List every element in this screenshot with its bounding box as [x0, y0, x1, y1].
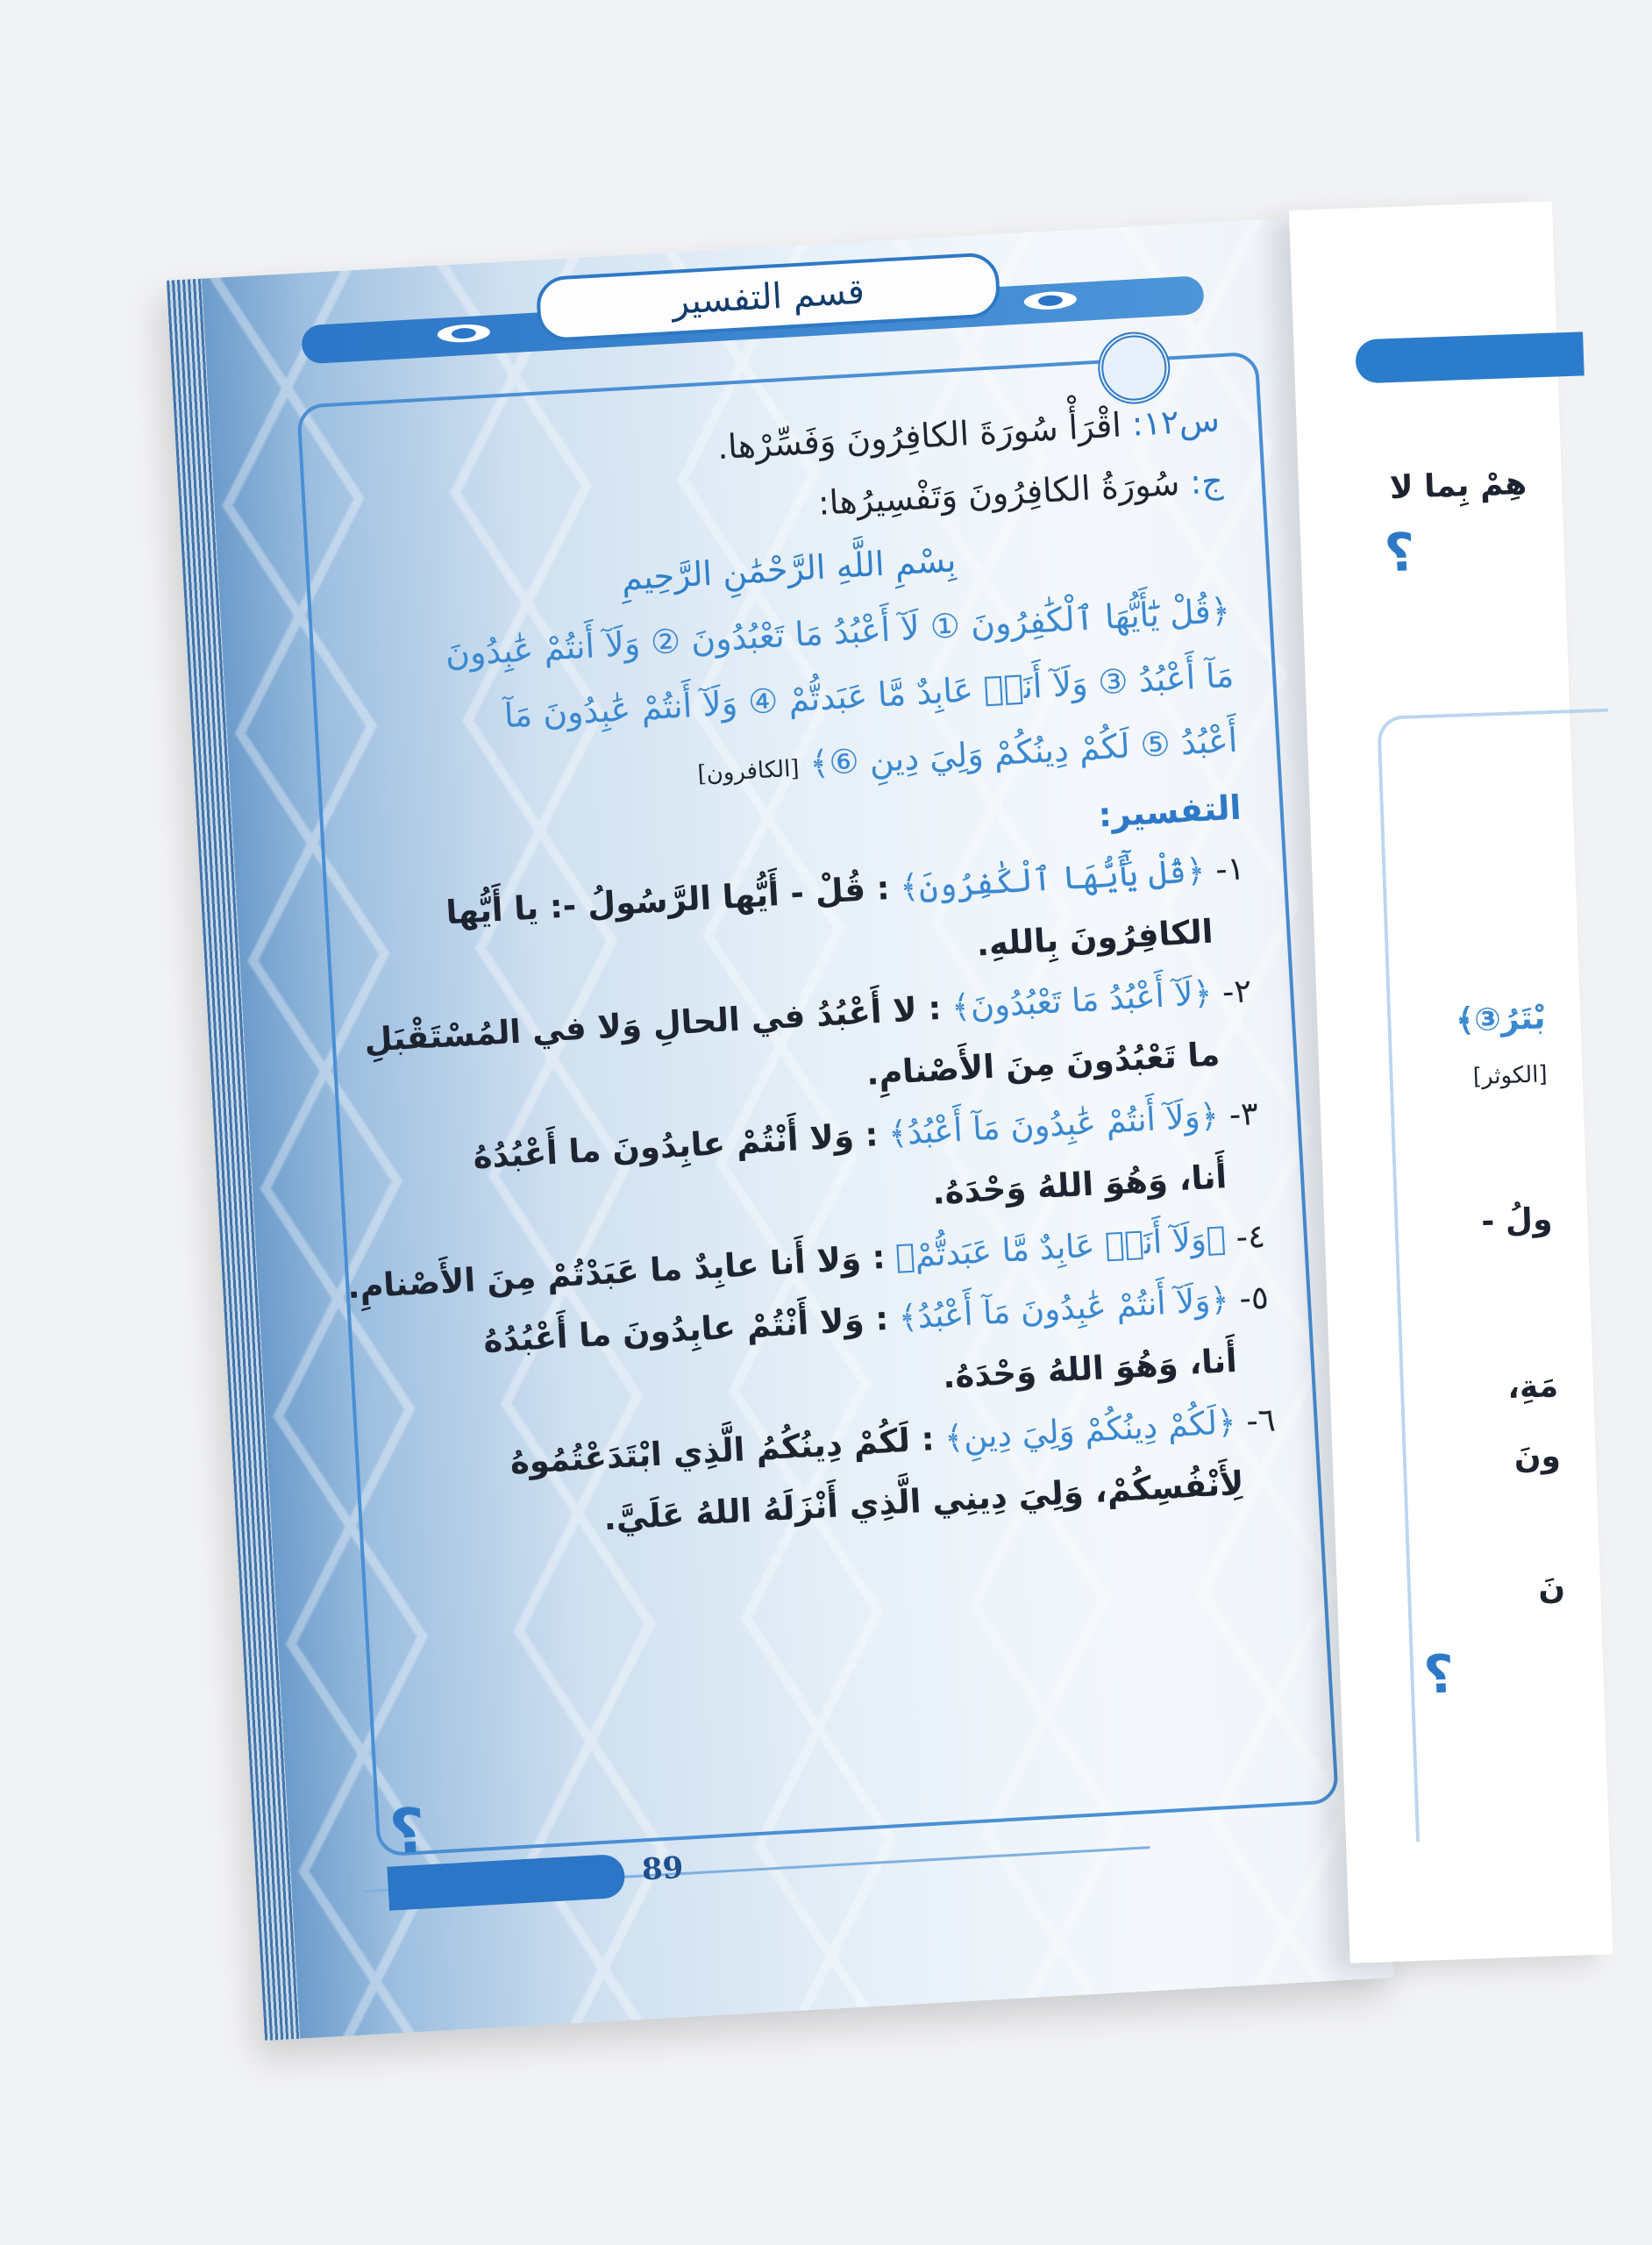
item-continuation: أَنا، وَهُوَ اللهُ وَحْدَهُ.	[931, 1158, 1228, 1212]
question-mark-icon: ؟	[387, 1794, 428, 1869]
right-question-mark-icon: ؟	[1422, 1643, 1456, 1707]
ornament-left-icon	[432, 318, 495, 348]
item-continuation: أَنا، وَهُوَ اللهُ وَحْدَهُ.	[941, 1341, 1238, 1396]
right-text-line: مَةِ،	[1506, 1368, 1559, 1407]
surah-reference: [الكافرون]	[696, 755, 801, 788]
item-number: ٢-	[1221, 972, 1253, 1012]
item-explanation: : قُلْ - أَيُّها الرَّسُولُ -: يا أَيُّها	[445, 869, 891, 932]
answer-text: سُورَةُ الكافِرُونَ وَتَفْسِيرُها:	[816, 463, 1181, 523]
right-text-line: ونَ	[1513, 1438, 1562, 1476]
right-text-line: نَ	[1537, 1569, 1566, 1607]
verse-line-1: ﴿قُلْ يَٰٓأَيُّهَا ٱلْكَٰفِرُونَ ① لَآ أَعْبُدُ مَا تَعْبُدُونَ ② وَلَآ أَنتُمْ عَٰبِدُونَ	[444, 590, 1232, 674]
left-page	[167, 217, 1394, 2041]
item-explanation: : وَلا أَنْتُمْ عابِدُونَ ما أَعْبُدُهُ	[472, 1115, 879, 1177]
page-number: 89	[640, 1849, 685, 1888]
item-verse: ﴿لَآ أَعْبُدُ مَا تَعْبُدُونَ﴾	[950, 973, 1214, 1027]
answer-label: ج:	[1189, 461, 1224, 502]
item-continuation: الكافِرُونَ بِاللهِ.	[975, 912, 1214, 964]
item-verse: ﴿لَكُمْ دِينُكُمْ وَلِيَ دِينِ﴾	[943, 1402, 1237, 1457]
item-verse: ﴿وَلَآ أَنتُمْ عَٰبِدُونَ مَآ أَعْبُدُ﴾	[887, 1096, 1221, 1153]
question-label: س١٢:	[1130, 400, 1221, 444]
right-header-band	[1355, 331, 1584, 383]
right-surah-reference: [الكوثر]	[1472, 1061, 1549, 1091]
item-continuation: لِأَنْفُسِكُمْ، وَلِيَ دِينِي الَّذِي أَنْزَلَهُ اللهُ عَلَيَّ.	[602, 1464, 1245, 1538]
verse-line-2: مَآ أَعْبُدُ ③ وَلَآ أَنَا۠ عَابِدٌ مَّا عَبَدتُّمْ ④ وَلَآ أَنتُمْ عَٰبِدُونَ مَآ	[502, 655, 1235, 736]
right-text-line: هِمْ بِما لا	[1389, 465, 1527, 507]
right-verse-fragment: بْتَرُ③﴾	[1455, 1000, 1547, 1039]
item-number: ٥-	[1238, 1278, 1270, 1318]
item-verse: ﴿وَلَآ أَنَا۠ عَابِدٌ مَّا عَبَدتُّمْ﴾	[894, 1219, 1228, 1276]
item-explanation: : لَكُمْ دِينُكُمُ الَّذِي ابْتَدَعْتُمُوهُ	[509, 1420, 936, 1482]
question-text: اقْرَأْ سُورَةَ الكافِرُونَ وَفَسِّرْها.	[716, 405, 1122, 467]
right-question-mark-icon: ؟	[1383, 522, 1416, 585]
content-body	[342, 388, 1280, 1561]
item-explanation: : لا أَعْبُدُ في الحالِ وَلا في المُسْتَقْبَلِ	[363, 989, 943, 1059]
item-verse: ﴿قُلْ يَٰٓأَيُّهَا ٱلْكَٰفِرُونَ﴾	[899, 851, 1207, 907]
item-number: ١-	[1214, 849, 1246, 889]
item-number: ٣-	[1228, 1094, 1260, 1134]
ornament-right-icon	[1019, 286, 1082, 316]
section-title: قسم التفسير	[535, 252, 1000, 342]
tafsir-heading: التفسير:	[1097, 788, 1243, 835]
item-explanation: : وَلا أَنْتُمْ عابِدُونَ ما أَعْبُدُهُ	[482, 1299, 890, 1360]
right-content-frame	[1377, 709, 1648, 1842]
item-explanation: : وَلا أَنا عابِدٌ ما عَبَدْتُمْ مِنَ الأَصْنامِ.	[346, 1238, 887, 1307]
basmala: بِسْمِ اللَّهِ الرَّحْمَٰنِ الرَّحِيمِ	[620, 540, 958, 598]
right-text-line: ولُ -	[1480, 1201, 1554, 1241]
item-verse: ﴿وَلَآ أَنتُمْ عَٰبِدُونَ مَآ أَعْبُدُ﴾	[897, 1280, 1230, 1337]
verse-line-3-text: أَعْبُدُ ⑤ لَكُمْ دِينُكُمْ وَلِيَ دِينِ ⑥﴾	[808, 720, 1239, 783]
item-continuation: ما تَعْبُدُونَ مِنَ الأَصْنامِ.	[865, 1035, 1221, 1093]
item-number: ٦-	[1245, 1400, 1277, 1441]
item-number: ٤-	[1235, 1216, 1266, 1257]
